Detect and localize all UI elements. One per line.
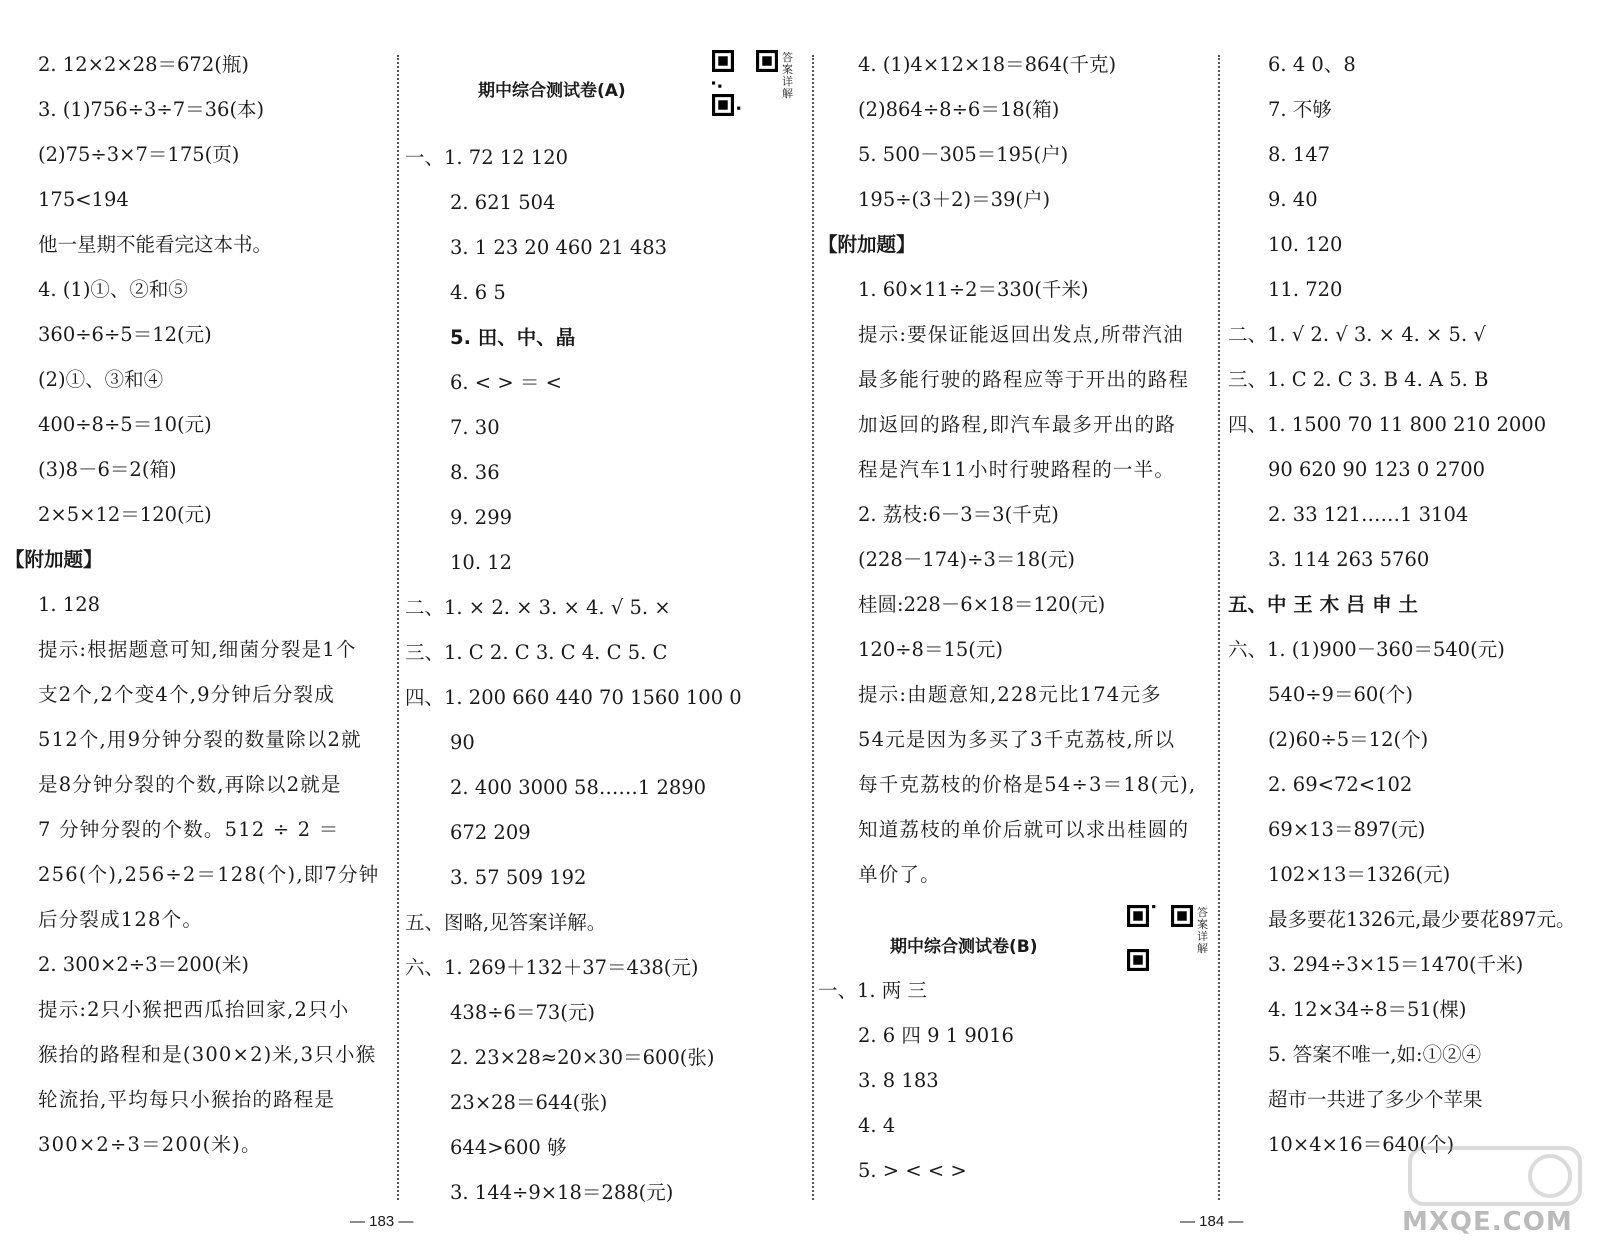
answer-line: 9. 299 [450,506,513,529]
exam-title-b: 期中综合测试卷(B) [890,937,1038,957]
answer-line: 90 [450,731,475,754]
answer-line: 4. 12×34÷8＝51(棵) [1268,998,1467,1021]
answer-line: 每千克荔枝的价格是54÷3＝18(元), [858,773,1197,796]
answer-line: 3. 114 263 5760 [1268,548,1430,571]
answer-line: 1. 60×11÷2＝330(千米) [858,278,1089,301]
qr-code-icon [1127,905,1193,971]
answer-line: 3. (1)756÷3÷7＝36(本) [38,98,265,121]
answer-line: 四、1. 200 660 440 70 1560 100 0 [405,686,742,709]
answer-line: 最多能行驶的路程应等于开出的路程 [858,368,1190,391]
answer-line: 69×13＝897(元) [1268,818,1426,841]
answer-line: 超市一共进了多少个苹果 [1268,1088,1483,1111]
answer-line: 提示:2只小猴把西瓜抬回家,2只小 [38,998,350,1021]
answer-line: 8. 36 [450,461,500,484]
answer-line: 10×4×16＝640(个) [1268,1133,1455,1156]
answer-line: 512个,用9分钟分裂的数量除以2就 [38,728,362,751]
answer-line: 3. 57 509 192 [450,866,587,889]
answer-line: 知道荔枝的单价后就可以求出桂圆的 [858,818,1190,841]
answer-line: 23×28＝644(张) [450,1091,608,1114]
answer-line: 4. 4 [858,1114,896,1137]
answer-line: (228－174)÷3＝18(元) [858,548,1075,571]
answer-line: 【附加题】 [5,548,103,571]
answer-line: 4. 6 5 [450,281,506,304]
answer-line: 54元是因为多买了3千克荔枝,所以 [858,728,1176,751]
answer-line: 桂圆:228－6×18＝120(元) [858,593,1106,616]
answer-line: 102×13＝1326(元) [1268,863,1451,886]
page-number-right: — 184 — [1180,1213,1244,1230]
answer-line: 2. 621 504 [450,191,556,214]
answer-line: 300×2÷3＝200(米)。 [38,1133,262,1156]
answer-line: 最多要花1326元,最少要花897元。 [1268,908,1576,931]
answer-line: 10. 12 [450,551,513,574]
answer-line: (3)8－6＝2(箱) [38,458,177,481]
answer-line: 是8分钟分裂的个数,再除以2就是 [38,773,342,796]
answer-line: 3. 1 23 20 460 21 483 [450,236,668,259]
answer-line: 195÷(3＋2)＝39(户) [858,188,1051,211]
answer-line: 后分裂成128个。 [38,908,204,931]
answer-line: 5. 500－305＝195(户) [858,143,1069,166]
answer-line: (2)864÷8÷6＝18(箱) [858,98,1060,121]
answer-line: 程是汽车11小时行驶路程的一半。 [858,458,1176,481]
answer-line: 10. 120 [1268,233,1343,256]
answer-line: 提示:根据题意可知,细菌分裂是1个 [38,638,357,661]
answer-line: 猴抬的路程和是(300×2)米,3只小猴 [38,1043,377,1066]
answer-line: 3. 8 183 [858,1069,939,1092]
answer-line: 2. 荔枝:6－3＝3(千克) [858,503,1059,526]
answer-line: 672 209 [450,821,531,844]
answer-line: 6. 4 0、8 [1268,53,1356,76]
watermark-text: MXQE.COM [1402,1207,1573,1237]
answer-line: 2. 33 121……1 3104 [1268,503,1469,526]
answer-line: 9. 40 [1268,188,1318,211]
answer-line: 4. (1)①、②和⑤ [38,278,188,301]
answer-line: 3. 144÷9×18＝288(元) [450,1181,674,1204]
answer-line: 2×5×12＝120(元) [38,503,212,526]
answer-line: 400÷8÷5＝10(元) [38,413,212,436]
answer-line: 三、1. C 2. C 3. B 4. A 5. B [1228,368,1489,391]
answer-line: 3. 294÷3×15＝1470(千米) [1268,953,1524,976]
answer-line: 加返回的路程,即汽车最多开出的路 [858,413,1176,436]
answer-line: 1. 128 [38,593,101,616]
answer-line: 2. 23×28≈20×30＝600(张) [450,1046,715,1069]
exam-title-a: 期中综合测试卷(A) [478,81,626,101]
answer-line: 【附加题】 [818,233,916,256]
answer-line: 7 分钟分裂的个数。512 ÷ 2 ＝ [38,818,340,841]
answer-line: 540÷9＝60(个) [1268,683,1413,706]
answer-line: 轮流抬,平均每只小猴抬的路程是 [38,1088,336,1111]
answer-line: 2. 400 3000 58……1 2890 [450,776,707,799]
answer-line: 二、1. × 2. × 3. × 4. √ 5. × [405,596,671,619]
answer-line: 90 620 90 123 0 2700 [1268,458,1486,481]
answer-line: 五、图略,见答案详解。 [405,911,607,934]
answer-line: 一、1. 两 三 [818,979,928,1002]
answer-line: 4. (1)4×12×18＝864(千克) [858,53,1117,76]
answer-line: 256(个),256÷2＝128(个),即7分钟 [38,863,380,886]
qr-code-icon [712,50,778,116]
answer-line: 5. 田、中、晶 [450,326,576,349]
answer-line: 六、1. (1)900－360＝540(元) [1228,638,1505,661]
answer-line: 五、中 王 木 吕 申 土 [1228,593,1418,616]
qr-caption: 答案详解 [1197,906,1208,955]
answer-line: 11. 720 [1268,278,1343,301]
qr-caption: 答案详解 [782,51,793,100]
answer-line: 6. < > ＝ < [450,371,562,394]
answer-line: 单价了。 [858,863,941,886]
answer-line: 360÷6÷5＝12(元) [38,323,212,346]
answer-line: 644>600 够 [450,1136,567,1159]
answer-line: 提示:由题意知,228元比174元多 [858,683,1162,706]
answer-line: 一、1. 72 12 120 [405,146,569,169]
answer-line: 8. 147 [1268,143,1331,166]
answer-line: 2. 69<72<102 [1268,773,1413,796]
answer-line: 2. 300×2÷3＝200(米) [38,953,249,976]
answer-line: 四、1. 1500 70 11 800 210 2000 [1228,413,1547,436]
answer-line: 7. 30 [450,416,500,439]
answer-line: (2)①、③和④ [38,368,164,391]
column-divider [397,55,399,1200]
answer-line: 提示:要保证能返回出发点,所带汽油 [858,323,1184,346]
answer-line: (2)60÷5＝12(个) [1268,728,1429,751]
column-divider [1218,55,1220,1200]
answer-line: 7. 不够 [1268,98,1332,121]
answer-line: 5. 答案不唯一,如:①②④ [1268,1043,1482,1066]
column-divider [812,55,814,1200]
answer-line: 175<194 [38,188,129,211]
page-number-left: — 183 — [350,1213,414,1230]
answer-line: 他一星期不能看完这本书。 [38,233,273,256]
answer-line: 支2个,2个变4个,9分钟后分裂成 [38,683,335,706]
answer-line: 三、1. C 2. C 3. C 4. C 5. C [405,641,668,664]
answer-line: 5. > < < > [858,1159,967,1182]
answer-line: 2. 6 四 9 1 9016 [858,1024,1014,1047]
answer-line: 438÷6＝73(元) [450,1001,595,1024]
answer-line: 2. 12×2×28＝672(瓶) [38,53,249,76]
answer-line: (2)75÷3×7＝175(页) [38,143,240,166]
answer-line: 六、1. 269＋132＋37＝438(元) [405,956,699,979]
answer-line: 120÷8＝15(元) [858,638,1003,661]
answer-line: 二、1. √ 2. √ 3. × 4. × 5. √ [1228,323,1486,346]
